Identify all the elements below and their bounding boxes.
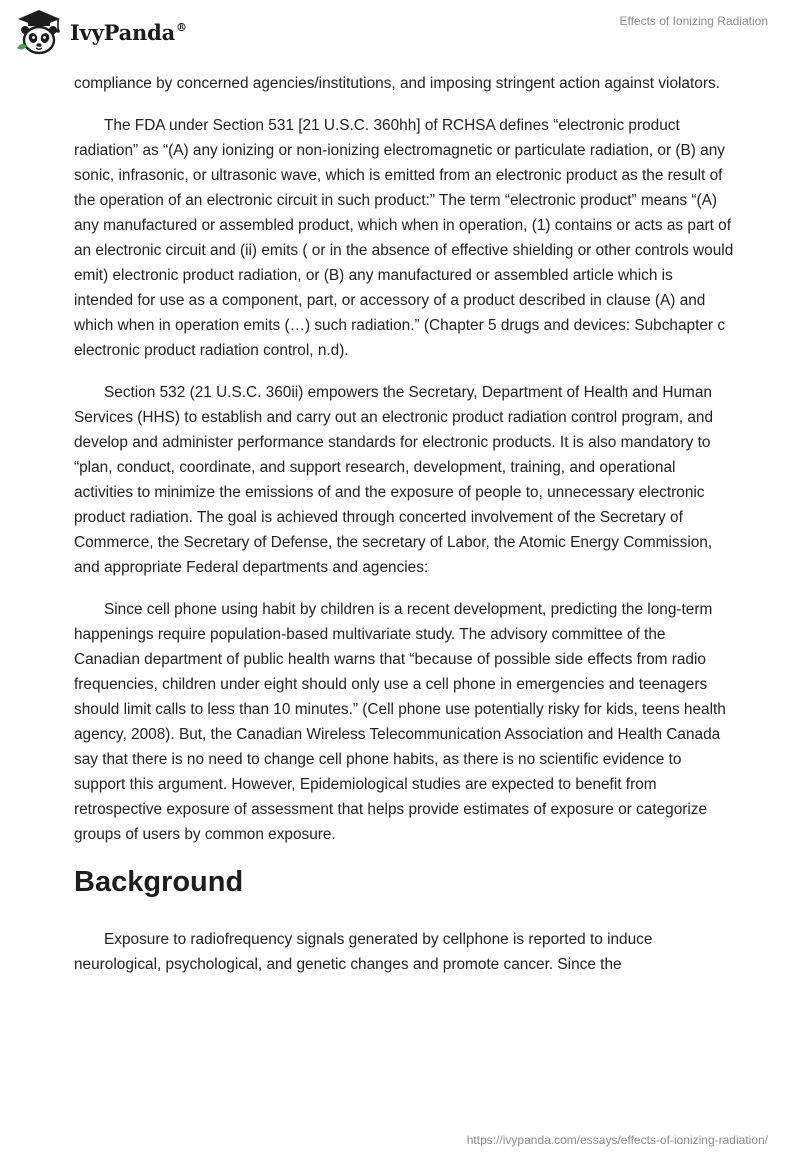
page-header xyxy=(0,0,800,70)
panda-graduation-icon xyxy=(14,8,64,56)
logo-text: IvyPanda® xyxy=(70,19,187,45)
source-url[interactable]: https://ivypanda.com/essays/effects-of-ionizing-radiation/ xyxy=(466,1133,768,1147)
ivypanda-logo[interactable] xyxy=(14,8,187,56)
paragraph-background: Exposure to radiofrequency signals generated by cellphone is reported to induce neurological, psychological, and genetic changes and promote cancer. Since the xyxy=(74,931,653,973)
paragraph-fda-section-531: The FDA under Section 531 [21 U.S.C. 360hh] of RCHSA defines “electronic product radiation” as “(A) any ionizing or non-ionizing electromagnetic or particulate radiation, or (B) any sonic, infrasonic, or ultrasonic wave, which is emitted from an electronic product as the result of the operation of an electronic circuit in such product:” The term “electronic product” means “(A) any manufactured or assembled product, which when in operation, (1) contains or acts as part of an electronic circuit and (ii) emits ( or in the absence of effective shielding or other controls would emit) electronic product radiation, or (B) any manufactured or assembled article which is intended for use as a component, part, or accessory of a product described in clause (A) and which when in operation emits (…) such radiation.” (Chapter 5 drugs and devices: Subchapter c electronic product radiation control, n.d). xyxy=(74,117,734,359)
essay-body xyxy=(74,71,734,994)
paragraph-section-532: Section 532 (21 U.S.C. 360ii) empowers the Secretary, Department of Health and Human Services (HHS) to establish and carry out an electronic product radiation control program, and develop and administer performance standards for electronic products. It is also mandatory to “plan, conduct, coordinate, and support research, development, training, and operational activities to minimize the emissions of and the exposure of people to, unnecessary electronic product radiation. The goal is achieved through concerted involvement of the Secretary of Commerce, the Secretary of Defense, the secretary of Labor, the Atomic Energy Commission, and appropriate Federal departments and agencies: xyxy=(74,384,714,576)
document-title: Effects of Ionizing Radiation xyxy=(619,14,768,28)
section-heading-background: Background xyxy=(74,866,244,898)
paragraph-continued: compliance by concerned agencies/institutions, and imposing stringent action against violators. xyxy=(74,75,720,92)
paragraph-cell-phone-children: Since cell phone using habit by children is a recent development, predicting the long-term happenings require population-based multivariate study. The advisory committee of the Canadian department of public health warns that “because of possible side effects from radio frequencies, children under eight should only use a cell phone in emergencies and teenagers should limit calls to less than 10 minutes.” (Cell phone use potentially risky for kids, teens health agency, 2008). But, the Canadian Wireless Telecommunication Association and Health Canada say that there is no need to change cell phone habits, as there is no scientific evidence to support this argument. However, Epidemiological studies are expected to benefit from retrospective exposure of assessment that helps provide estimates of exposure or categorize groups of users by common exposure. xyxy=(74,601,726,843)
